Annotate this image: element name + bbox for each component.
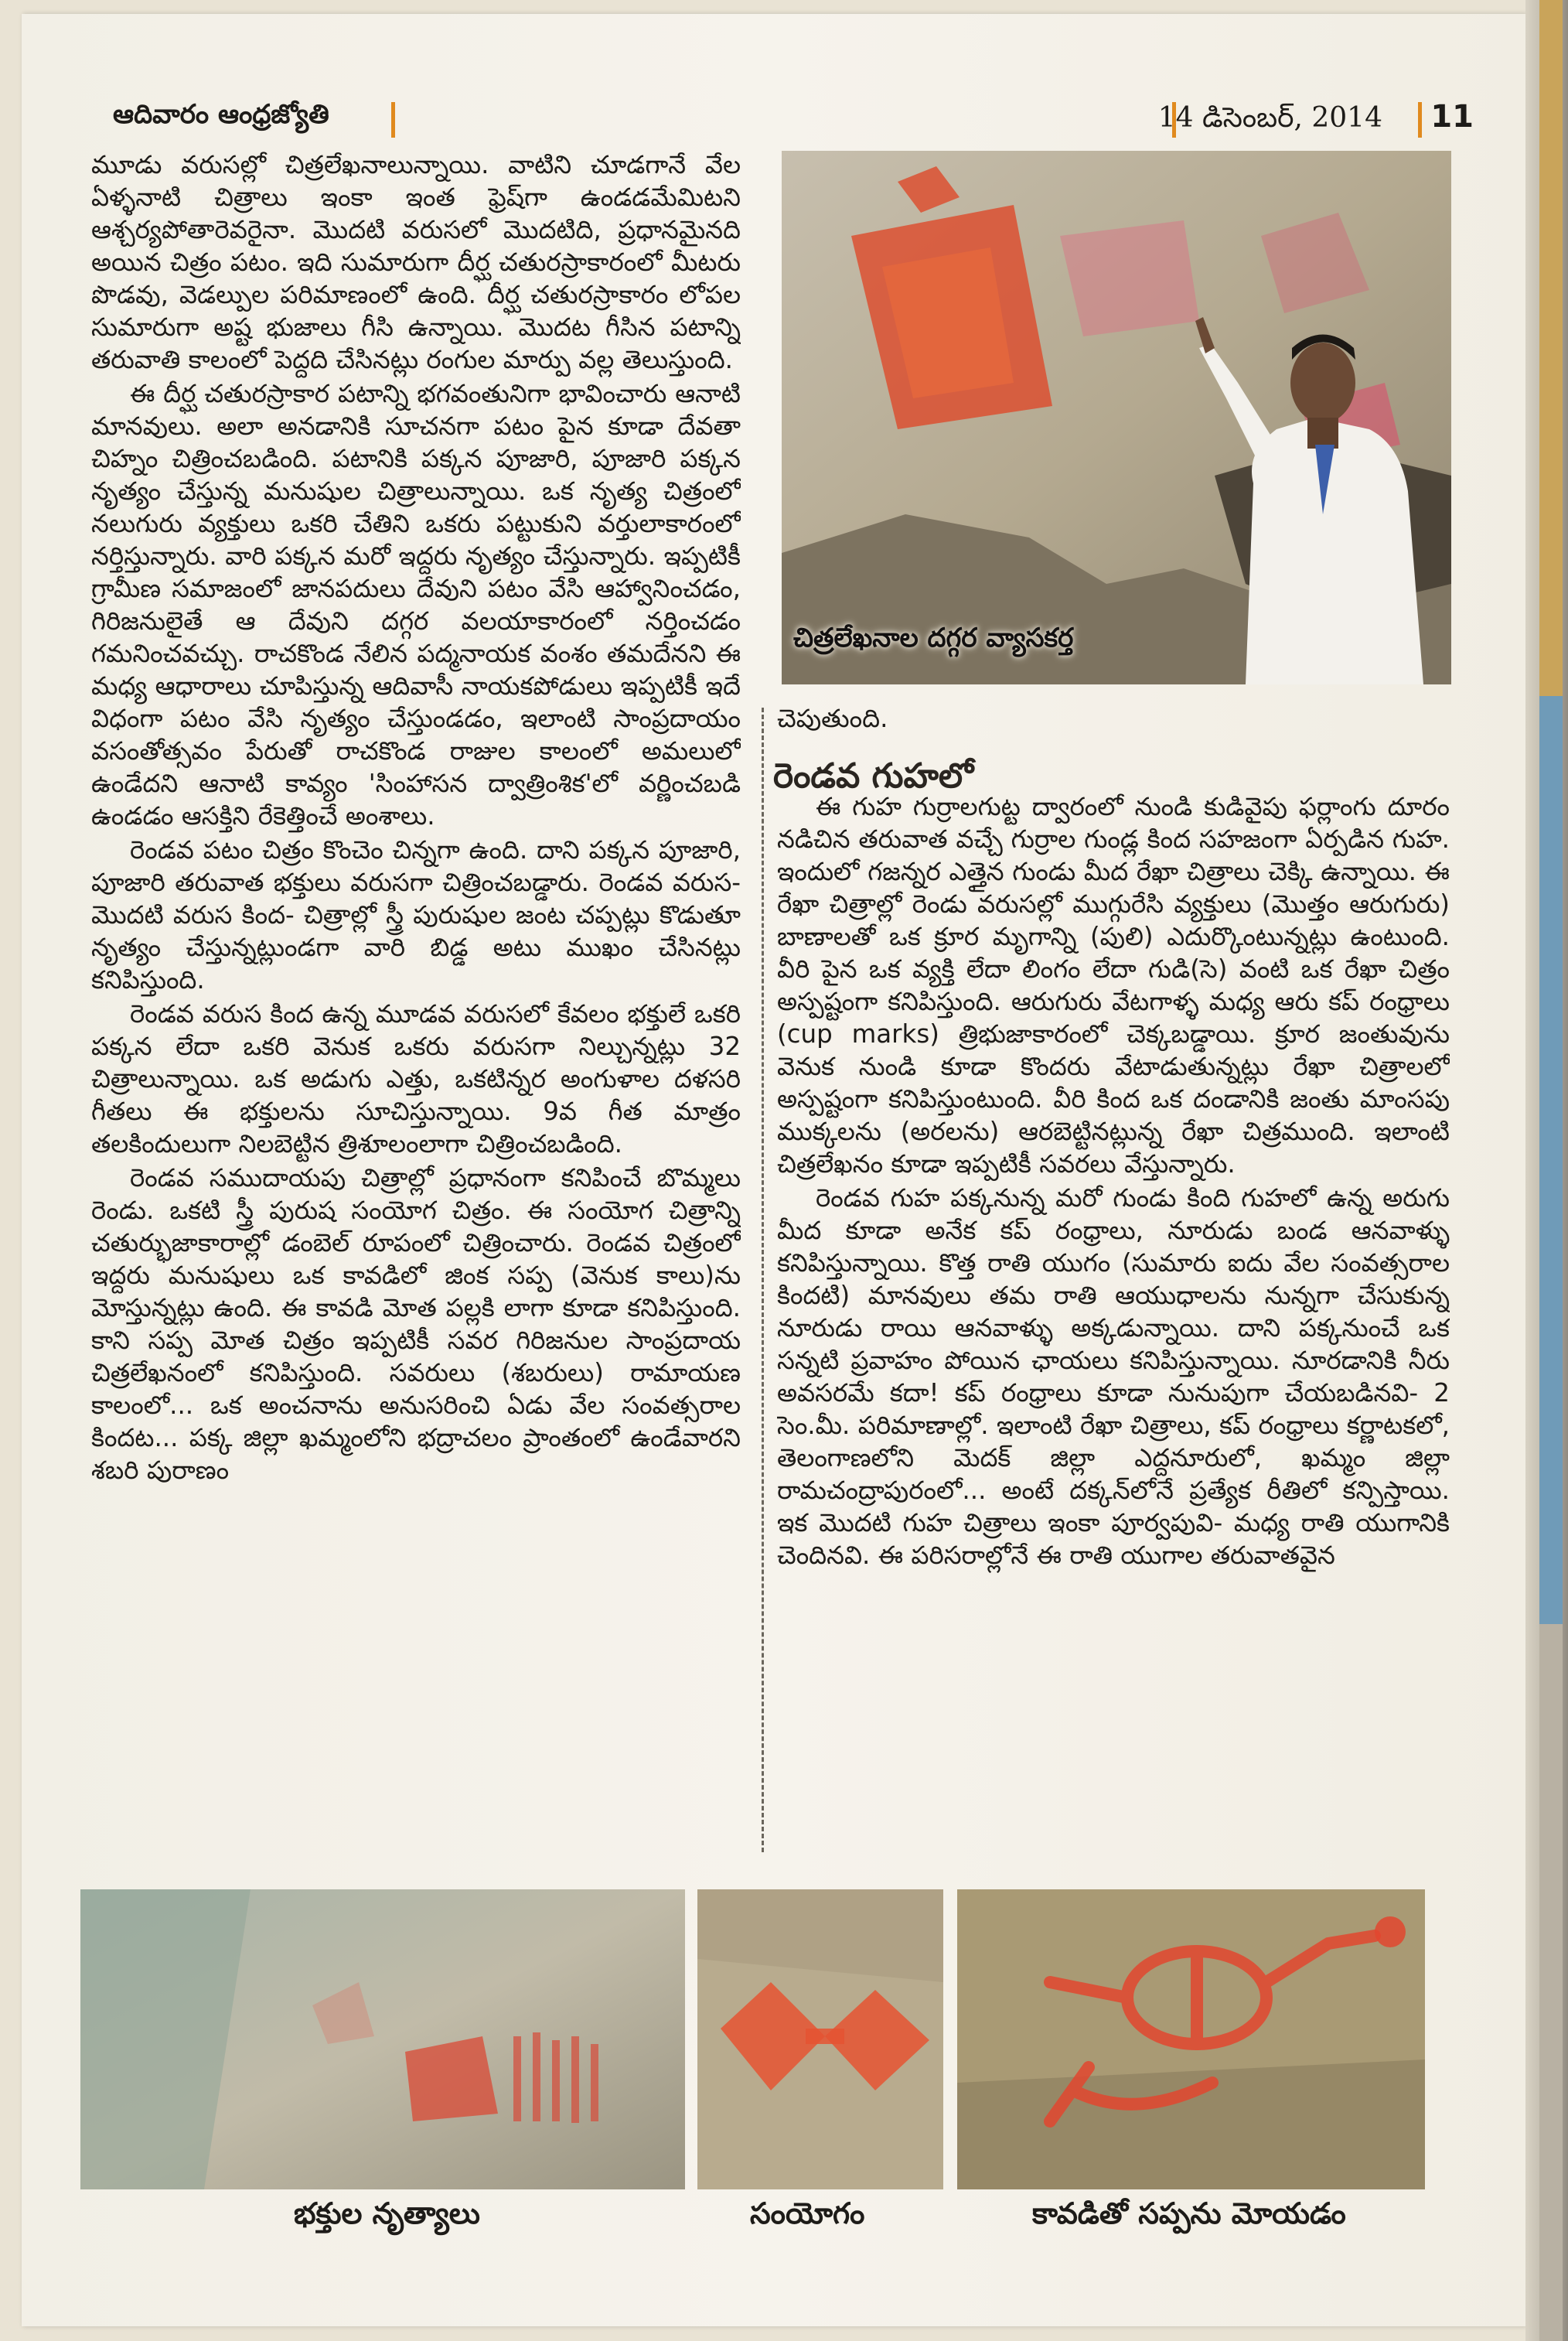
publication-name: ఆదివారం ఆంధ్రజ్యోతి — [113, 99, 329, 130]
edge-stripe — [1539, 1624, 1563, 2341]
photo-caption: చిత్రలేఖనాల దగ్గర వ్యాసకర్త — [793, 623, 1074, 654]
photo-graphic — [957, 1889, 1425, 2189]
author-at-rock-paintings-photo — [782, 151, 1451, 684]
article-paragraph: మూడు వరుసల్లో చిత్రలేఖనాలున్నాయి. వాటిని చూడగానే వేల ఏళ్ళనాటి చిత్రాలు ఇంకా ఇంత ఫ్రెష్‌గా ఉండడమేమిటని ఆశ్చర్యపోతారెవరైనా. మొదటి వరుసలో మొదటిది, ప్రధానమైనది అయిన చిత్రం పటం. ఇది సుమారుగా దీర్ఘ చతురస్రాకారంలో మీటరు పొడవు, వెడల్పుల పరిమాణంలో ఉంది. దీర్ఘ చతురస్రాకారం లోపల సుమారుగా అష్ట భుజాలు గీసి ఉన్నాయి. మొదట గీసిన పటాన్ని తరువాతి కాలంలో పెద్దది చేసినట్లు రంగుల మార్పు వల్ల తెలుస్తుంది. — [91, 150, 741, 374]
page-number: 11 — [1430, 99, 1474, 135]
column-divider — [762, 708, 764, 1852]
continuation-text: చెపుతుంది. — [777, 704, 888, 733]
article-paragraph: ఈ దీర్ఘ చతురస్రాకార పటాన్ని భగవంతునిగా భావించారు ఆనాటి మానవులు. అలా అనడానికి సూచనగా పటం పైన కూడా దేవతా చిహ్నం చిత్రించబడింది. పటానికి పక్కన పూజారి, పూజారి పక్కన నృత్యం చేస్తున్న మనుషుల చిత్రాలున్నాయి. ఒక నృత్య చిత్రంలో నలుగురు వ్యక్తులు ఒకరి చేతిని ఒకరు పట్టుకుని వర్తులాకారంలో నర్తిస్తున్నారు. వారి పక్కన మరో ఇద్దరు నృత్యం చేస్తున్నారు. ఇప్పటికీ గ్రామీణ సమాజంలో జానపదులు దేవుని పటం వేసి ఆహ్వానించడం, గిరిజనులైతే ఆ దేవుని దగ్గర వలయాకారంలో నర్తించడం గమనించవచ్చు. రాచకొండ నేలిన పద్మనాయక వంశం తమదేనని ఈ మధ్య ఆధారాలు చూపిస్తున్న ఆదివాసీ నాయకపోడులు ఇప్పటికీ ఇదే విధంగా పటం వేసి నృత్యం చేస్తుండడం, ఇలాంటి సాంప్రదాయం వసంతోత్సవం పేరుతో రాచకొండ రాజుల కాలంలో అమలులో ఉండేదని ఆనాటి కావ్యం 'సింహాసన ద్వాత్రింశిక'లో వర్ణించబడి ఉండడం ఆసక్తిని రేకెత్తించే అంశాలు. — [91, 379, 741, 831]
article-paragraph: రెండవ వరుస కింద ఉన్న మూడవ వరుసలో కేవలం భక్తులే ఒకరి పక్కన లేదా ఒకరి వెనుక ఒకరు వరుసగా నిల్చున్నట్లు 32 చిత్రాలున్నాయి. ఒక అడుగు ఎత్తు, ఒకటిన్నర అంగుళాల దళసరి గీతలు ఈ భక్తులను సూచిస్తున్నాయి. 9వ గీత మాత్రం తలకిందులుగా నిలబెట్టిన త్రిశూలంలాగా చిత్రించబడింది. — [91, 999, 741, 1159]
article-paragraph: రెండవ పటం చిత్రం కొంచెం చిన్నగా ఉంది. దాని పక్కన పూజారి, పూజారి తరువాత భక్తులు వరుసగా చిత్రించబడ్డారు. రెండవ వరుస- మొదటి వరుస కింద- చిత్రాల్లో స్త్రీ పురుషుల జంట చప్పట్లు కొడుతూ నృత్యం చేస్తున్నట్లుండగా వారి బిడ్డ అటు ముఖం చేసినట్లు కనిపిస్తుంది. — [91, 835, 741, 995]
article-paragraph: రెండవ గుహ పక్కనున్న మరో గుండు కింది గుహలో ఉన్న అరుగు మీద కూడా అనేక కప్ రంధ్రాలు, నూరుడు బండ ఆనవాళ్ళు కనిపిస్తున్నాయి. కొత్త రాతి యుగం (సుమారు ఐదు వేల సంవత్సరాల కిందటి) మానవులు తమ రాతి ఆయుధాలను నున్నగా చేసుకున్న నూరుడు రాయి ఆనవాళ్ళు అక్కడున్నాయి. దాని పక్కనుంచే ఒక సన్నటి ప్రవాహం పోయిన ఛాయలు కనిపిస్తున్నాయి. నూరడానికి నీరు అవసరమే కదా! కప్ రంధ్రాలు కూడా నునుపుగా చేయబడినవి- 2 సెం.మీ. పరిమాణాల్లో. ఇలాంటి రేఖా చిత్రాలు, కప్ రంధ్రాలు కర్ణాటకలో, తెలంగాణలోని మెదక్ జిల్లా ఎద్దనూరులో, ఖమ్మం జిల్లా రామచంద్రాపురంలో... అంటే దక్కన్‌లోనే ప్రత్యేక రీతిలో కన్పిస్తాయి. ఇక మొదటి గుహ చిత్రాలు ఇంకా పూర్వపువి- మధ్య రాతి యుగానికి చెందినవి. ఈ పరిసరాల్లోనే ఈ రాతి యుగాల తరువాతవైన — [777, 1183, 1450, 1570]
issue-date: 14 డిసెంబర్, 2014 — [1157, 102, 1382, 134]
carrying-on-pole-photo — [957, 1889, 1425, 2189]
page-edge — [1525, 0, 1568, 2341]
article-right-column — [777, 702, 1450, 1847]
section-heading: రెండవ గుహలో — [773, 756, 974, 796]
article-paragraph: రెండవ సముదాయపు చిత్రాల్లో ప్రధానంగా కనిపించే బొమ్మలు రెండు. ఒకటి స్త్రీ పురుష సంయోగ చిత్రం. ఈ సంయోగ చిత్రాన్ని చతుర్భుజాకారాల్లో డంబెల్ రూపంలో చిత్రించారు. రెండవ చిత్రంలో ఇద్దరు మనుషులు ఒక కావడిలో జింక సప్ప (వెనుక కాలు)ను మోస్తున్నట్లు ఉంది. ఈ కావడి మోత పల్లకి లాగా కూడా కనిపిస్తుంది. కాని సప్ప మోత చిత్రం ఇప్పటికీ సవర గిరిజనుల సాంప్రదాయ చిత్రలేఖనంలో కనిపిస్తుంది. సవరులు (శబరులు) రామాయణ కాలంలో... ఒక అంచనాను అనుసరించి ఏడు వేల సంవత్సరాల కిందట... పక్క జిల్లా ఖమ్మంలోని భద్రాచలం ప్రాంతంలో ఉండేవారని శబరి పురాణం — [91, 1163, 741, 1485]
article-paragraph: ఈ గుహ గుర్రాలగుట్ట ద్వారంలో నుండి కుడివైపు ఫర్లాంగు దూరం నడిచిన తరువాత వచ్చే గుర్రాల గుండ్ల కింద సహజంగా ఏర్పడిన గుహ. ఇందులో గజన్నర ఎత్తైన గుండు మీద రేఖా చిత్రాలు చెక్కి ఉన్నాయి. ఈ రేఖా చిత్రాల్లో రెండు వరుసల్లో ముగ్గురేసి వ్యక్తులు (మొత్తం ఆరుగురు) బాణాలతో ఒక క్రూర మృగాన్ని (పులి) ఎదుర్కొంటున్నట్లు ఉంటుంది. వీరి పైన ఒక వ్యక్తి లేదా లింగం లేదా గుడి(సె) వంటి ఒక రేఖా చిత్రం అస్పష్టంగా కనిపిస్తుంది. ఆరుగురు వేటగాళ్ళ మధ్య ఆరు కప్ రంధ్రాలు (cup marks) త్రిభుజాకారంలో చెక్కబడ్డాయి. క్రూర జంతువును వెనుక నుండి కూడా కొందరు వేటాడుతున్నట్లు రేఖా చిత్రాలలో అస్పష్టంగా కనిపిస్తుంటుంది. వీరి కింద ఒక దండానికి జంతు మాంసపు ముక్కలను (అరలను) ఆరబెట్టినట్లున్న రేఖా చిత్రముంది. ఇలాంటి చిత్రలేఖనం కూడా ఇప్పటికీ సవరలు వేస్తున్నారు. — [777, 792, 1450, 1179]
article-left-column — [91, 148, 741, 1842]
devotee-dances-photo — [80, 1889, 685, 2189]
page-header — [113, 99, 1474, 144]
header-divider-bar — [1418, 102, 1422, 138]
edge-stripe — [1539, 0, 1563, 696]
photo-caption: కావడితో సప్పను మోయడం — [1032, 2196, 1346, 2230]
header-divider-bar — [391, 102, 395, 138]
edge-stripe — [1539, 696, 1563, 1624]
photo-graphic — [697, 1889, 943, 2189]
photo-graphic — [80, 1889, 685, 2189]
union-painting-photo — [697, 1889, 943, 2189]
photo-caption: భక్తుల నృత్యాలు — [294, 2196, 480, 2230]
photo-caption: సంయోగం — [750, 2196, 865, 2230]
photo-graphic — [782, 151, 1451, 684]
